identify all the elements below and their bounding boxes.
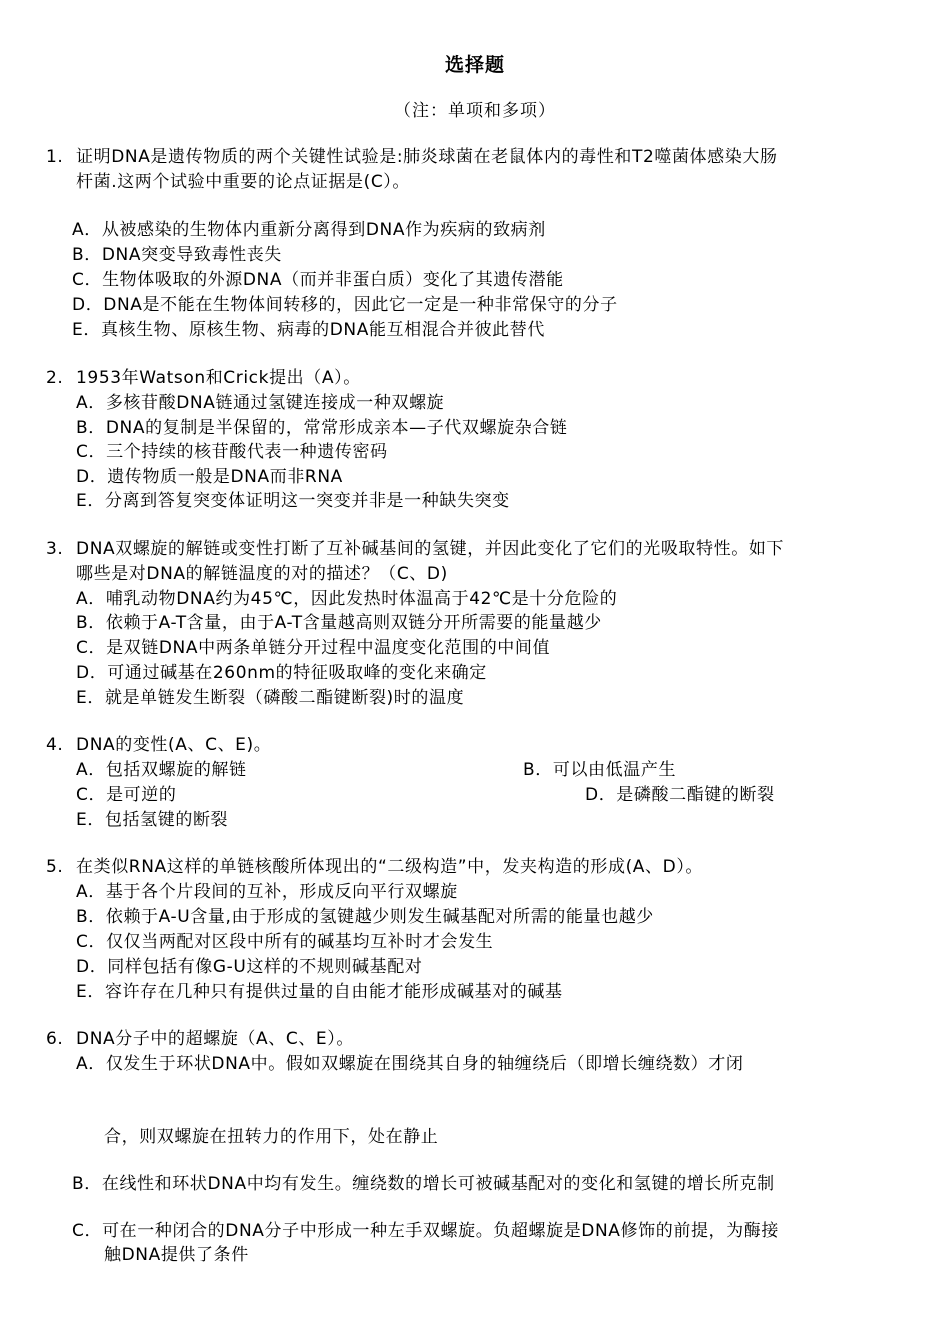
q3-stem-line1: DNA双螺旋的解链或变性打断了互补碱基间的氢键，并因此变化了它们的光吸取特性。如下 [76, 539, 785, 559]
q4-option-d: D．是磷酸二酯键的断裂 [585, 785, 775, 805]
q5-option-e: E．容许存在几种只有提供过量的自由能才能形成碱基对的碱基 [76, 982, 563, 1002]
page-title: 选择题 [444, 54, 505, 76]
q1-option-a: A．从被感染的生物体内重新分离得到DNA作为疾病的致病剂 [72, 220, 546, 240]
q2-option-d: D．遗传物质一般是DNA而非RNA [76, 467, 343, 487]
q5-option-b: B．依赖于A-U含量,由于形成的氢键越少则发生碱基配对所需的能量也越少 [76, 907, 654, 927]
q5-option-c: C．仅仅当两配对区段中所有的碱基均互补时才会发生 [76, 932, 494, 952]
q3-option-e: E．就是单链发生断裂（磷酸二酯键断裂)时的温度 [76, 688, 465, 708]
q2-option-a: A．多核苷酸DNA链通过氢键连接成一种双螺旋 [76, 393, 445, 413]
q2-option-e: E．分离到答复突变体证明这一突变并非是一种缺失突变 [76, 491, 510, 511]
q2-option-c: C．三个持续的核苷酸代表一种遗传密码 [76, 442, 388, 462]
q5-option-d: D．同样包括有像G-U这样的不规则碱基配对 [76, 957, 423, 977]
q2-stem: 1953年Watson和Crick提出（A）。 [76, 368, 361, 388]
q1-option-d: D．DNA是不能在生物体间转移的，因此它一定是一种非常保守的分子 [72, 295, 618, 315]
page-subtitle: （注：单项和多项） [394, 101, 556, 121]
q3-option-d: D．可通过碱基在260nm的特征吸取峰的变化来确定 [76, 663, 487, 683]
q1-stem-line2: 杆菌.这两个试验中重要的论点证据是(C）。 [76, 172, 411, 192]
q4-option-e: E．包括氢键的断裂 [76, 810, 229, 830]
q5-number: 5. [46, 857, 64, 877]
q1-option-c: C．生物体吸取的外源DNA（而并非蛋白质）变化了其遗传潜能 [72, 270, 564, 290]
q4-option-c: C．是可逆的 [76, 785, 177, 805]
q6-number: 6. [46, 1029, 64, 1049]
q1-stem-line1: 证明DNA是遗传物质的两个关键性试验是:肺炎球菌在老鼠体内的毒性和T2噬菌体感染大肠 [76, 147, 778, 167]
q3-number: 3. [46, 539, 64, 559]
q1-option-b: B．DNA突变导致毒性丧失 [72, 245, 282, 265]
q4-option-b: B．可以由低温产生 [523, 760, 677, 780]
q4-number: 4. [46, 735, 64, 755]
q6-option-c-line2: 触DNA提供了条件 [104, 1245, 249, 1265]
q6-option-a-line2: 合，则双螺旋在扭转力的作用下，处在静止 [104, 1127, 439, 1147]
q3-option-a: A．哺乳动物DNA约为45℃，因此发热时体温高于42℃是十分危险的 [76, 589, 618, 609]
q6-stem: DNA分子中的超螺旋（A、C、E）。 [76, 1029, 354, 1049]
q3-stem-line2: 哪些是对DNA的解链温度的对的描述？（C、D) [76, 564, 448, 584]
q6-option-b: B．在线性和环状DNA中均有发生。缠绕数的增长可被碱基配对的变化和氢键的增长所克制 [72, 1174, 775, 1194]
q3-option-b: B．依赖于A-T含量，由于A-T含量越高则双链分开所需要的能量越少 [76, 613, 602, 633]
q2-option-b: B．DNA的复制是半保留的，常常形成亲本—子代双螺旋杂合链 [76, 418, 568, 438]
q1-option-e: E．真核生物、原核生物、病毒的DNA能互相混合并彼此替代 [72, 320, 545, 340]
q4-option-a: A．包括双螺旋的解链 [76, 760, 247, 780]
q3-option-c: C．是双链DNA中两条单链分开过程中温度变化范围的中间值 [76, 638, 551, 658]
q2-number: 2. [46, 368, 64, 388]
q4-stem: DNA的变性(A、C、E)。 [76, 735, 272, 755]
q5-option-a: A．基于各个片段间的互补，形成反向平行双螺旋 [76, 882, 458, 902]
q6-option-a-line1: A．仅发生于环状DNA中。假如双螺旋在围绕其自身的轴缠绕后（即增长缠绕数）才闭 [76, 1054, 744, 1074]
q1-number: 1. [46, 147, 64, 167]
q6-option-c-line1: C．可在一种闭合的DNA分子中形成一种左手双螺旋。负超螺旋是DNA修饰的前提，为酶接 [72, 1221, 779, 1241]
q5-stem: 在类似RNA这样的单链核酸所体现出的“二级构造”中，发夹构造的形成(A、D）。 [76, 857, 704, 877]
